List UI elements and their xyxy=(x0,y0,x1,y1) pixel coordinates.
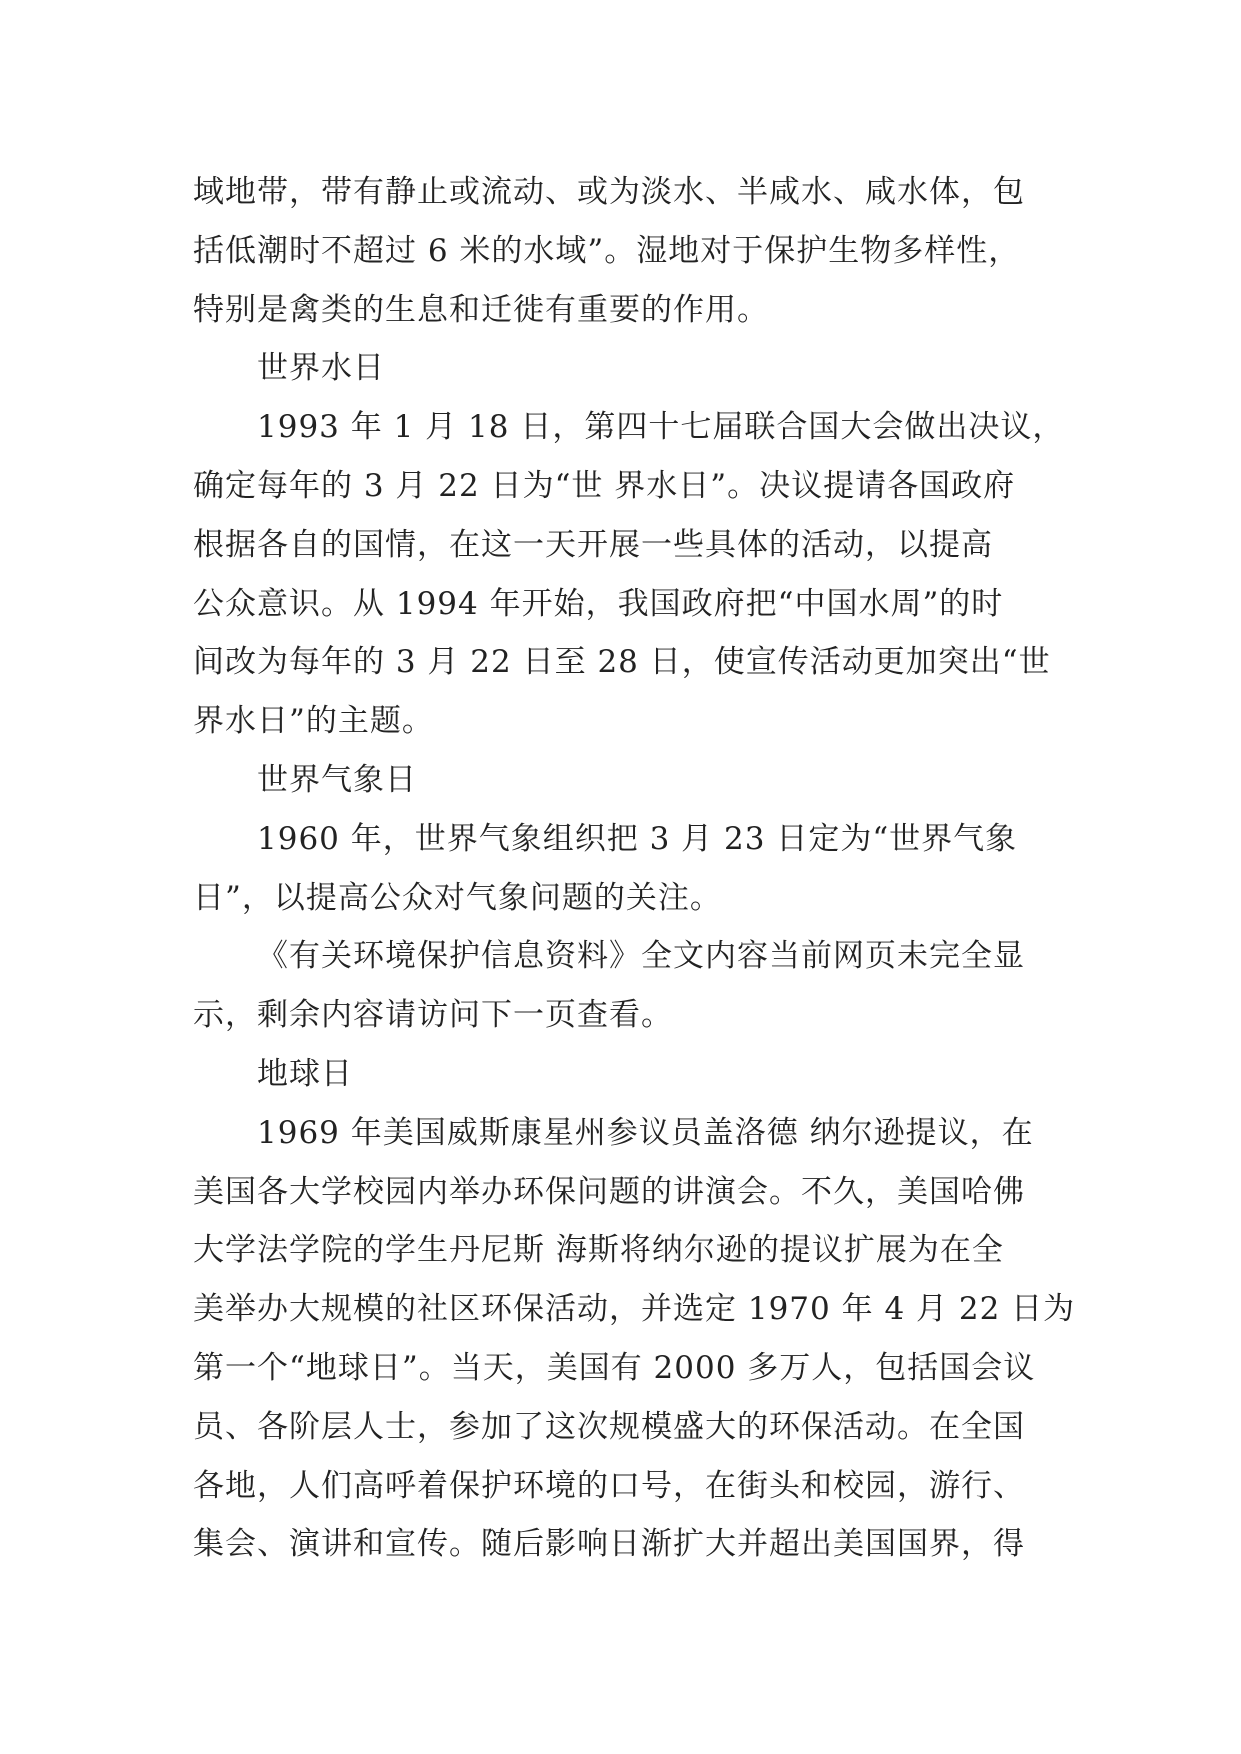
paragraph-line: 公众意识。从 1994 年开始，我国政府把“中国水周”的时 xyxy=(193,585,1004,622)
document-body xyxy=(193,163,1076,1574)
paragraph-line: 各地，人们高呼着保护环境的口号，在街头和校园，游行、 xyxy=(193,1467,1025,1504)
paragraph-line: 间改为每年的 3 月 22 日至 28 日，使宣传活动更加突出“世 xyxy=(193,644,1051,681)
continuation-notice-line: 《有关环境保护信息资料》全文内容当前网页未完全显 xyxy=(257,938,1025,975)
paragraph-line: 特别是禽类的生息和迁徙有重要的作用。 xyxy=(193,291,769,328)
paragraph-line: 集会、演讲和宣传。随后影响日渐扩大并超出美国国界，得 xyxy=(193,1526,1025,1563)
paragraph-line: 1993 年 1 月 18 日，第四十七届联合国大会做出决议， xyxy=(257,409,1065,446)
paragraph-line: 1960 年，世界气象组织把 3 月 23 日定为“世界气象 xyxy=(257,820,1018,857)
paragraph-line: 括低潮时不超过 6 米的水域”。湿地对于保护生物多样性， xyxy=(193,232,1021,269)
paragraph-line: 第一个“地球日”。当天，美国有 2000 多万人，包括国会议 xyxy=(193,1349,1036,1386)
paragraph-line: 1969 年美国威斯康星州参议员盖洛德 纳尔逊提议，在 xyxy=(257,1114,1034,1151)
paragraph-line: 确定每年的 3 月 22 日为“世 界水日”。决议提请各国政府 xyxy=(193,467,1016,504)
paragraph-line: 界水日”的主题。 xyxy=(193,703,434,740)
paragraph-line: 大学法学院的学生丹尼斯 海斯将纳尔逊的提议扩展为在全 xyxy=(193,1232,1004,1269)
paragraph-line: 域地带，带有静止或流动、或为淡水、半咸水、咸水体，包 xyxy=(193,174,1025,210)
paragraph-line: 日”，以提高公众对气象问题的关注。 xyxy=(193,879,722,916)
paragraph-line: 根据各自的国情，在这一天开展一些具体的活动，以提高 xyxy=(193,526,993,563)
paragraph-line: 美国各大学校园内举办环保问题的讲演会。不久，美国哈佛 xyxy=(193,1173,1025,1210)
section-heading-earth-day: 地球日 xyxy=(257,1055,353,1092)
paragraph-line: 员、各阶层人士，参加了这次规模盛大的环保活动。在全国 xyxy=(193,1408,1025,1445)
section-heading-world-meteorological-day: 世界气象日 xyxy=(257,761,417,798)
section-heading-world-water-day: 世界水日 xyxy=(257,350,385,387)
continuation-notice-line: 示，剩余内容请访问下一页查看。 xyxy=(193,997,673,1034)
paragraph-line: 美举办大规模的社区环保活动，并选定 1970 年 4 月 22 日为 xyxy=(193,1291,1076,1328)
